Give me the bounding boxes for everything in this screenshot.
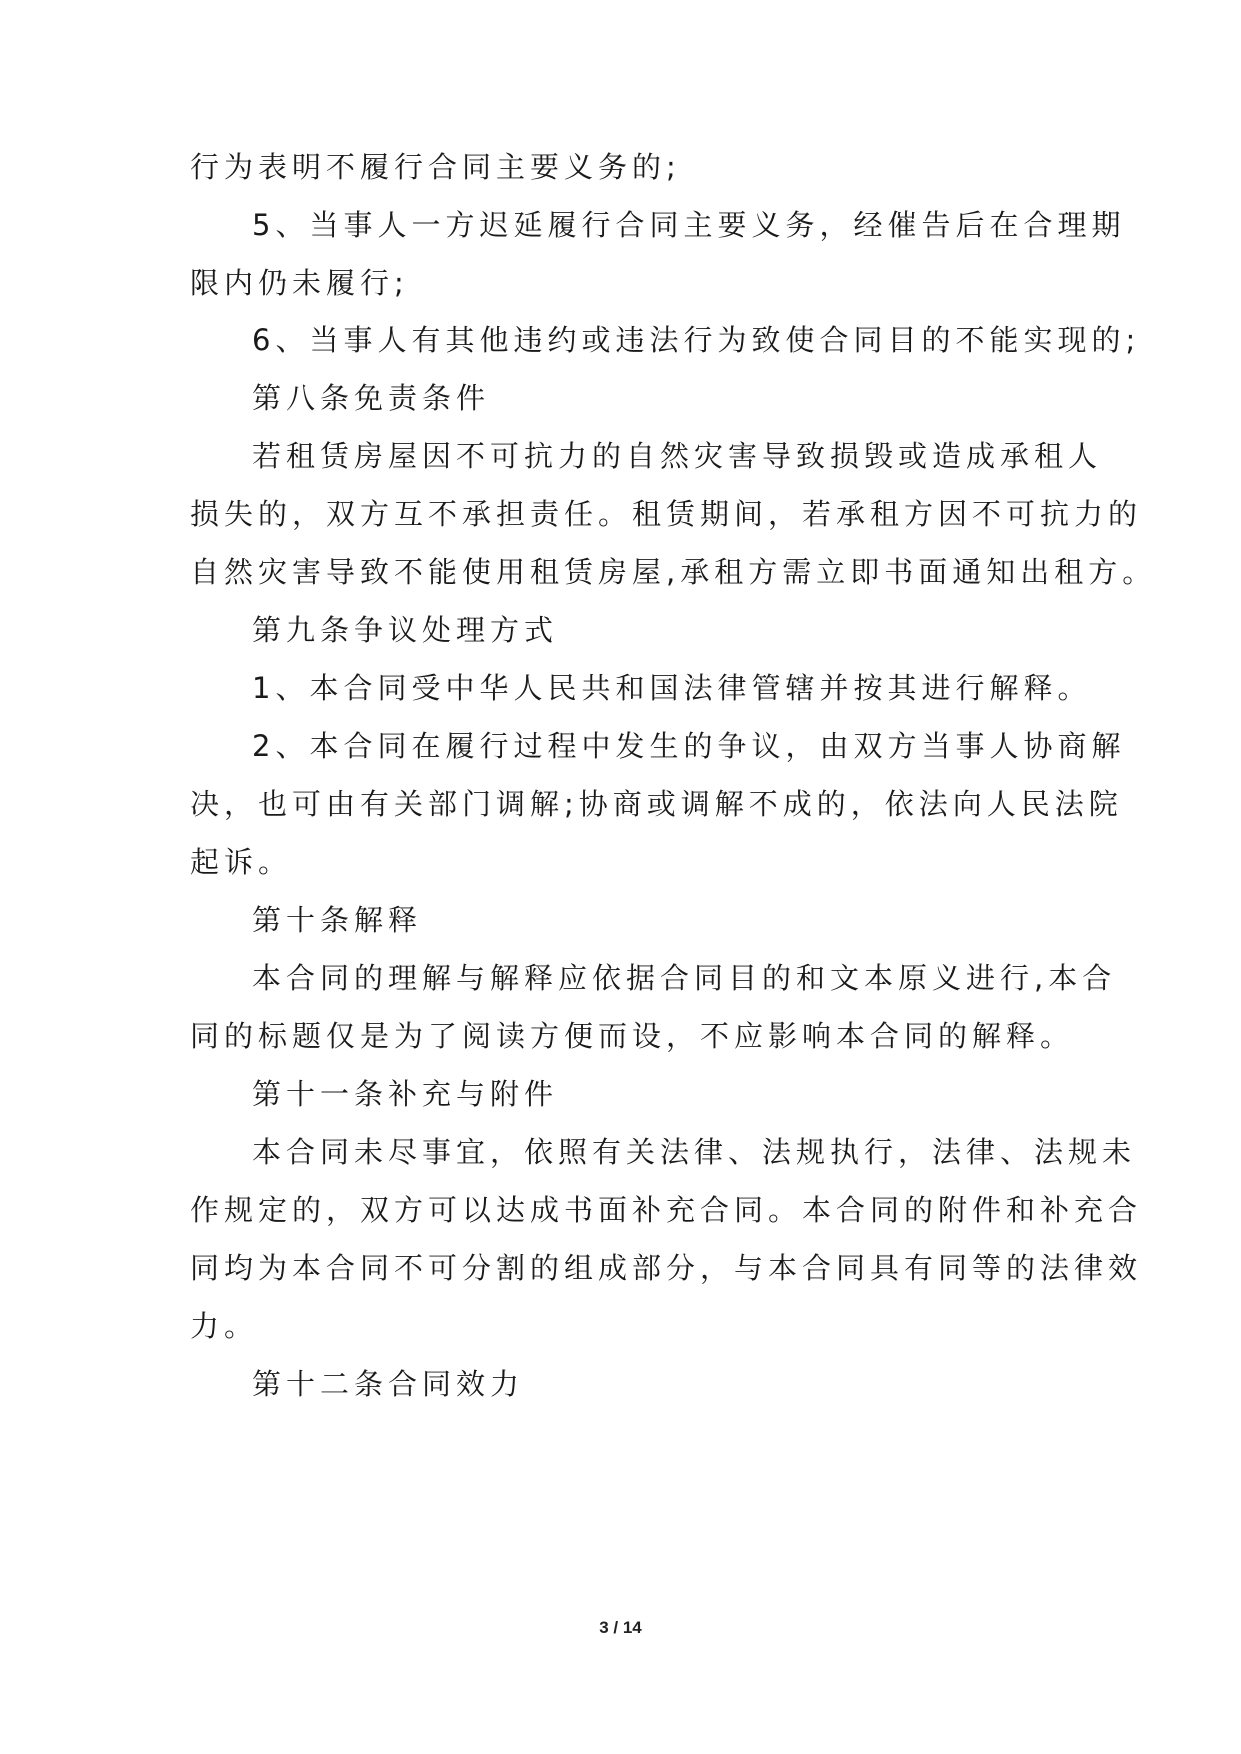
text-line: 同的标题仅是为了阅读方便而设，不应影响本合同的解释。 (190, 1019, 1075, 1053)
text-line: 本合同未尽事宜，依照有关法律、法规执行，法律、法规未 (252, 1135, 1137, 1169)
text-line: 作规定的，双方可以达成书面补充合同。本合同的附件和补充合 (190, 1193, 1143, 1227)
text-line: 1、本合同受中华人民共和国法律管辖并按其进行解释。 (252, 671, 1092, 705)
page-number: 3 / 14 (599, 1618, 642, 1637)
text-line: 5、当事人一方迟延履行合同主要义务，经催告后在合理期 (252, 208, 1126, 242)
text-line: 若租赁房屋因不可抗力的自然灾害导致损毁或造成承租人 (252, 439, 1103, 473)
section-heading: 第十一条补充与附件 (252, 1077, 559, 1111)
text-line: 行为表明不履行合同主要义务的; (190, 150, 681, 184)
text-line: 本合同的理解与解释应依据合同目的和文本原义进行,本合 (252, 961, 1117, 995)
text-line: 6、当事人有其他违约或违法行为致使合同目的不能实现的; (252, 323, 1141, 357)
text-line: 限内仍未履行; (190, 266, 409, 300)
text-line: 损失的，双方互不承担责任。租赁期间，若承租方因不可抗力的 (190, 497, 1143, 531)
section-heading: 第十二条合同效力 (252, 1367, 525, 1401)
section-heading: 第十条解释 (252, 903, 423, 937)
text-line: 2、本合同在履行过程中发生的争议，由双方当事人协商解 (252, 729, 1126, 763)
text-line: 自然灾害导致不能使用租赁房屋,承租方需立即书面通知出租方。 (190, 555, 1157, 589)
text-line: 决，也可由有关部门调解;协商或调解不成的，依法向人民法院 (190, 787, 1123, 821)
section-heading: 第八条免责条件 (252, 381, 491, 415)
text-line: 同均为本合同不可分割的组成部分，与本合同具有同等的法律效 (190, 1251, 1143, 1285)
text-line: 力。 (190, 1309, 259, 1343)
section-heading: 第九条争议处理方式 (252, 613, 559, 647)
text-line: 起诉。 (190, 845, 293, 879)
